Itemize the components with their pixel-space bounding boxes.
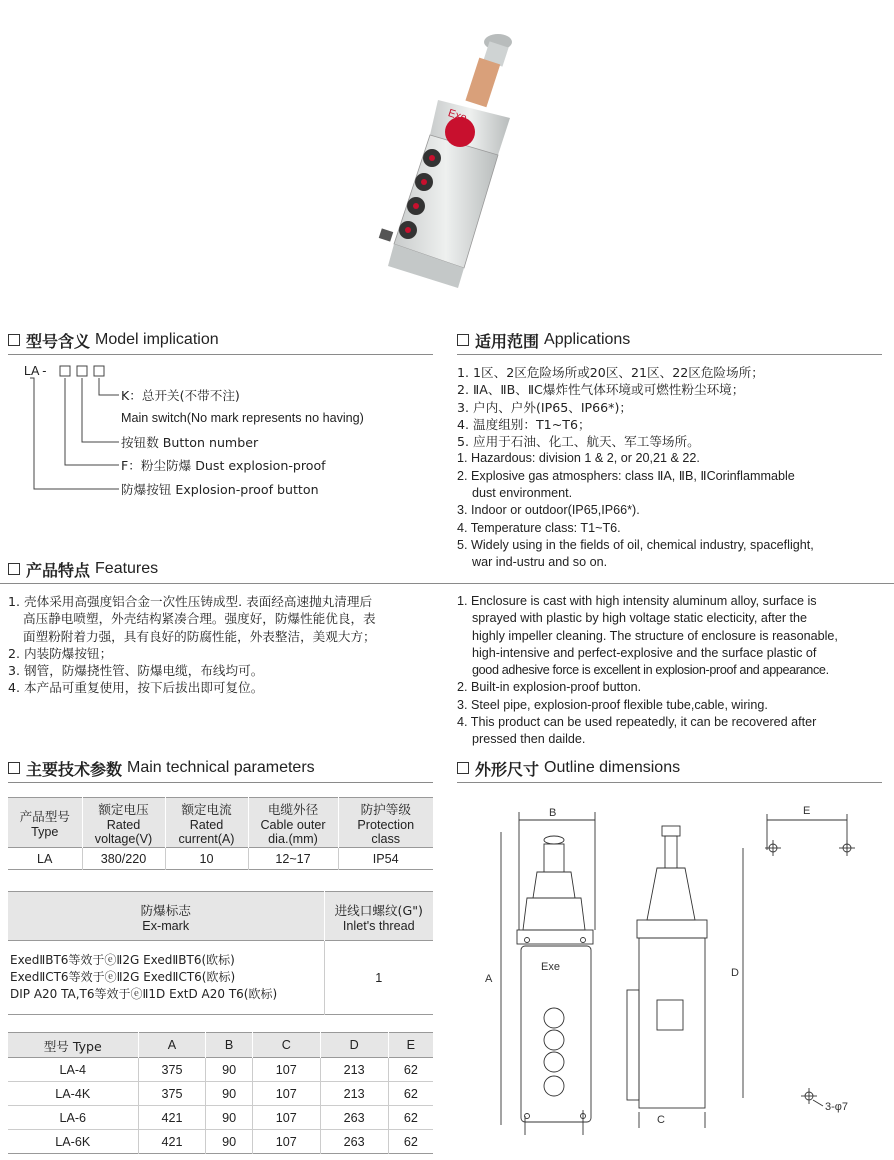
list-item: 4. 温度组别：T1~T6； <box>457 416 591 432</box>
features-en-list <box>457 593 889 749</box>
checkbox-icon <box>457 334 469 346</box>
checkbox-icon <box>8 334 20 346</box>
header-current: 额定电流 Rated current(A) <box>165 798 248 848</box>
dim-d-label: D <box>731 967 739 979</box>
list-item: 3. 户内、户外(IP65、IP66*)； <box>457 399 632 415</box>
table-row: ExedⅡBT6等效于ⓔⅡ2G ExedⅡBT6(欧标) ExedⅡCT6等效于ⓔⅡ2G ExedⅡCT6(欧标) DIP A20 TA,T6等效于ⓔⅡ1D ExtD A20 T6(欧标) 1 <box>8 941 433 1015</box>
features-cn-list <box>8 593 438 697</box>
list-item: 2. Explosive gas atmosphers: class ⅡA, ⅡB, ⅡCorinflammable <box>457 468 795 483</box>
header-inlet-thread: 进线口螺纹(G") Inlet's thread <box>334 902 423 933</box>
list-item: good adhesive force is excellent in explosion-proof and appearance. <box>472 663 829 678</box>
divider <box>0 583 894 584</box>
applications-section-title: 适用范围 Applications <box>457 328 630 352</box>
k-label: K：总开关(不带不注) <box>121 388 240 403</box>
dim-c-label: C <box>657 1114 665 1126</box>
list-item: 1. Enclosure is cast with high intensity aluminum alloy, surface is <box>457 594 817 608</box>
list-item: 面塑粉附着力强，具有良好的防腐性能，外表整洁，美观大方； <box>23 628 376 644</box>
list-item: war ind-ustru and so on. <box>472 555 608 570</box>
ex-mark-table <box>8 891 433 1015</box>
divider <box>8 354 433 355</box>
holes-label: 3-φ7 <box>825 1101 849 1113</box>
model-section-title: 型号含义 Model implication <box>8 328 219 352</box>
dim-b-label: B <box>549 807 557 819</box>
table-row: LA-6 421 90 107 263 62 <box>8 1106 433 1130</box>
params-section-title: 主要技术参数 Main technical parameters <box>8 756 315 780</box>
list-item: high-intensive and perfect-explosive and the surface plastic of <box>472 645 817 660</box>
button-number: 按钮数 Button number <box>121 435 259 450</box>
divider <box>8 782 433 783</box>
dim-e-label: E <box>803 805 811 817</box>
list-item: 3. Indoor or outdoor(IP65,IP66*). <box>457 503 640 518</box>
list-item: pressed then dailde. <box>472 732 586 747</box>
list-item: 4. Temperature class: T1~T6. <box>457 520 621 535</box>
divider <box>457 782 882 783</box>
model-brackets <box>30 364 125 496</box>
list-item: 3. Steel pipe, explosion-proof flexible tube,cable, wiring. <box>457 697 768 712</box>
list-item: sprayed with plastic by high voltage static electicity, after the <box>472 611 808 626</box>
checkbox-icon <box>8 762 20 774</box>
list-item: 高压静电喷塑，外壳结构紧凑合理。强度好，防爆性能优良，表 <box>23 611 376 627</box>
explosion-button: 防爆按钮 Explosion-proof button <box>121 482 319 497</box>
table-row: LA-4 375 90 107 213 62 <box>8 1058 433 1082</box>
dim-a-label: A <box>485 973 493 985</box>
header-type: 产品型号 Type <box>8 798 82 848</box>
header-protection: 防护等级 Protection class <box>357 802 415 846</box>
list-item: 4. 本产品可重复使用，按下后拔出即可复位。 <box>8 680 264 696</box>
checkbox-icon <box>8 563 20 575</box>
list-item: 2. Built-in explosion-proof button. <box>457 680 642 695</box>
list-item: 1. Hazardous: division 1 & 2, or 20,21 & 22. <box>457 451 700 466</box>
features-section-title: 产品特点 Features <box>8 557 158 581</box>
k-en: Main switch(No mark represents no having) <box>121 411 364 425</box>
list-item: dust environment. <box>472 486 573 501</box>
list-item: 2. 内装防爆按钮； <box>8 645 113 661</box>
table-row: LA-6K 421 90 107 263 62 <box>8 1130 433 1154</box>
product-photo <box>360 30 530 290</box>
divider <box>457 354 882 355</box>
exe-label: Exe <box>541 961 560 973</box>
list-item: 5. 应用于石油、化工、航天、军工等场所。 <box>457 434 700 450</box>
list-item: 1. 壳体采用高强度铝合金一次性压铸成型. 表面经高速抛丸清理后 <box>8 594 373 609</box>
applications-list <box>457 364 889 572</box>
header-cable: 电缆外径 Cable outer dia.(mm) <box>248 798 338 848</box>
rated-params-table <box>8 797 433 870</box>
header-voltage: 额定电压 Rated voltage(V) <box>82 798 165 848</box>
outline-drawing <box>457 790 889 1135</box>
header-ex-mark: 防爆标志 Ex-mark <box>8 892 324 941</box>
f-label: F：粉尘防爆 Dust explosion-proof <box>121 458 326 473</box>
list-item: highly impeller cleaning. The structure of enclosure is reasonable, <box>472 628 838 643</box>
table-row: LA-4K 375 90 107 213 62 <box>8 1082 433 1106</box>
list-item: 2. ⅡA、ⅡB、ⅡC爆炸性气体环境或可燃性粉尘环境； <box>457 382 745 398</box>
table-row: LA 380/220 10 12~17 IP54 <box>8 848 433 870</box>
list-item: 3. 钢管，防爆挠性管、防爆电缆，布线均可。 <box>8 663 264 679</box>
svg-text:Exe: Exe <box>446 107 469 125</box>
outline-section-title: 外形尺寸 Outline dimensions <box>457 756 680 780</box>
checkbox-icon <box>457 762 469 774</box>
list-item: 5. Widely using in the fields of oil, chemical industry, spaceflight, <box>457 537 814 552</box>
list-item: 4. This product can be used repeatedly, it can be recovered after <box>457 715 817 730</box>
dimensions-table: 型号 Type A B C D E LA-4 375 90 107 213 62 LA-4K 375 90 107 213 62 LA-6 421 90 107 263 62 LA-6K 421 90 107 263 62 <box>8 1032 433 1154</box>
list-item: 1. 1区、2区危险场所或20区、21区、22区危险场所； <box>457 365 764 380</box>
